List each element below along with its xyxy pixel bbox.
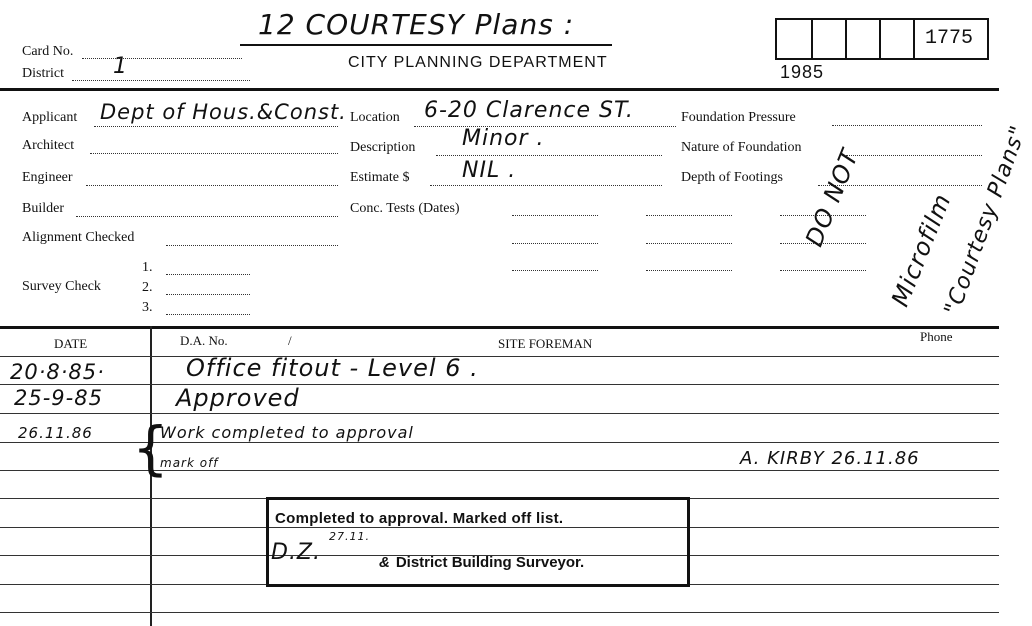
foreman-signature: A. KIRBY 26.11.86 [740,448,920,469]
description-line [436,155,662,156]
survey-check-label: Survey Check [22,279,101,294]
log-rule [0,612,999,613]
district-line [72,80,250,81]
foundation-pressure-line [832,125,982,126]
header-divider [0,88,999,91]
district-label: District [22,66,64,81]
survey-line-3 [166,314,250,315]
survey-item-2: 2. [142,280,153,295]
title-underline [240,44,612,46]
survey-line-2 [166,294,250,295]
builder-label: Builder [22,201,64,216]
entry-date: 20·8·85· [10,360,105,384]
applicant-line [94,126,338,127]
engineer-label: Engineer [22,170,73,185]
stamp-date: 27.11. [329,530,370,543]
estimate-value: NIL . [462,158,517,183]
handwritten-title: 12 COURTESY Plans : [258,8,575,41]
architect-line [90,153,338,154]
stamp-line1: Completed to approval. Marked off list. [275,510,564,527]
serial-number-box [775,18,989,60]
card-no-label: Card No. [22,44,74,59]
applicant-value: Dept of Hous.&Const. [100,100,347,124]
serial-number: 1775 [925,27,974,50]
location-value: 6-20 Clarence ST. [424,98,634,123]
description-label: Description [350,140,416,155]
conc-line-2b [646,243,732,244]
engineer-line [86,185,338,186]
depth-footings-label: Depth of Footings [681,170,783,185]
site-foreman-header: SITE FOREMAN [498,336,593,351]
side-note-line3: "Courtesy Plans" [940,122,1032,319]
architect-label: Architect [22,138,75,153]
entry-date: 26.11.86 [18,424,93,442]
conc-line-1a [512,215,598,216]
estimate-label: Estimate $ [350,170,410,185]
entry-text: Work completed to approval [160,423,414,442]
survey-item-3: 3. [142,300,153,315]
stamp-initials: D.Z. [271,540,321,565]
side-note-line1: DO NOT [800,144,865,251]
da-slash: / [288,333,292,348]
phone-header: Phone [920,329,953,344]
stamp-ampersand: & [379,554,390,571]
entry-date: 25-9-85 [14,386,103,410]
entry-text: mark off [160,456,219,470]
description-value: Minor . [462,126,545,151]
log-rule [0,356,999,357]
department-name: CITY PLANNING DEPARTMENT [348,54,608,71]
brace: { [132,414,170,482]
side-note-line2: Microfilm [886,189,957,311]
builder-line [76,216,338,217]
nature-foundation-label: Nature of Foundation [681,140,802,155]
district-value: 1 [113,54,128,79]
year: 1985 [780,62,825,82]
survey-item-1: 1. [142,260,153,275]
log-rule [0,384,999,385]
estimate-line [430,185,662,186]
approval-stamp [266,497,690,587]
stamp-line2-text: District Building Surveyor. [395,554,585,571]
conc-line-3a [512,270,598,271]
location-label: Location [350,110,400,125]
nature-foundation-line [846,155,982,156]
conc-line-3b [646,270,732,271]
alignment-label: Alignment Checked [22,230,135,245]
conc-tests-label: Conc. Tests (Dates) [350,201,460,216]
alignment-line [166,245,338,246]
conc-line-1b [646,215,732,216]
location-line [414,126,676,127]
entry-text: Approved [176,384,300,412]
conc-line-3c [780,270,866,271]
entry-text: Office fitout - Level 6 . [186,354,479,382]
foundation-pressure-label: Foundation Pressure [681,110,796,125]
survey-line-1 [166,274,250,275]
conc-line-2a [512,243,598,244]
applicant-label: Applicant [22,110,78,125]
da-header: D.A. No. [180,333,228,348]
date-header: DATE [54,336,88,351]
stamp-line2 [379,554,584,571]
card-no-line [82,58,242,59]
